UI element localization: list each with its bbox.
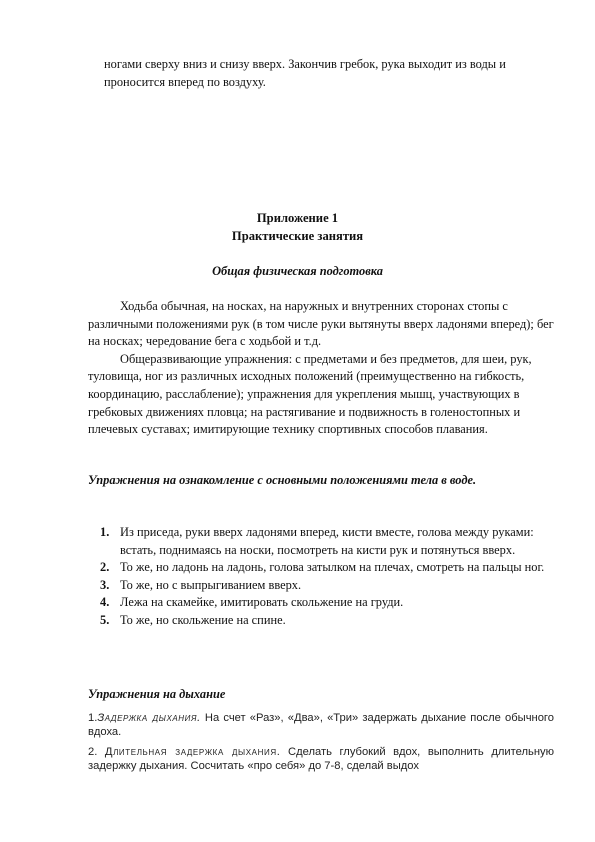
list-item: 3. То же, но с выпрыгиванием вверх. [100, 577, 302, 592]
body-positions-list [100, 524, 550, 630]
section-heading-ofp: Общая физическая подготовка [212, 264, 383, 278]
list-item: 4. Лежа на скамейке, имитировать скольжение на груди. [100, 595, 404, 610]
ofp-body [88, 298, 554, 439]
section-heading-body-positions: Упражнения на ознакомление с основными положениями тела в воде. [88, 473, 477, 487]
exercise-name: Длительная задержка дыхания. [104, 746, 281, 758]
appendix-title: Практические занятия [231, 229, 364, 243]
exercise-name: Задержка дыхания. [97, 712, 201, 724]
intro-paragraph: ногами сверху вниз и снизу вверх. Закончив гребок, рука выходит из воды и проносится вперед по воздуху. [104, 57, 506, 89]
ofp-paragraph-1: Ходьба обычная, на носках, на наружных и внутренних сторонах стопы с различными положениями рук (в том числе руки вытянуты вверх ладонями вперед); бег на носках; чередование бега с ходьбой и т.д. [88, 299, 554, 349]
appendix-number: Приложение 1 [256, 211, 339, 225]
list-item: 1. Из приседа, руки вверх ладонями вперед, кисти вместе, голова между руками: встать, поднимаясь на носки, посмотреть на кисти рук и потянуться вверх. [100, 525, 534, 557]
ofp-paragraph-2: Общеразвивающие упражнения: с предметами и без предметов, для шеи, рук, туловища, ног из различных исходных положений (преимущественно на гибкость, координацию, расслабление); упражнения для укрепления мышц, участвующих в гребковых движениях пловца; на растягивание и подвижность в голеностопных и плечевых суставах; имитирующие технику спортивных способов плавания. [88, 351, 532, 437]
list-item: 5. То же, но скольжение на спине. [100, 612, 286, 627]
breathing-exercise-2: 2. Длительная задержка дыхания. Сделать глубокий вдох, выполнить длительную задержку дыхания. Сосчитать «про себя» до 7-8, сделай выдох [88, 746, 554, 772]
breathing-exercise-1: 1.Задержка дыхания. На счет «Раз», «Два», «Три» задержать дыхание после обычного вдоха. [88, 712, 554, 738]
section-heading-breathing: Упражнения на дыхание [88, 687, 226, 701]
list-item: 2. То же, но ладонь на ладонь, голова затылком на плечах, смотреть на пальцы ног. [100, 560, 545, 575]
